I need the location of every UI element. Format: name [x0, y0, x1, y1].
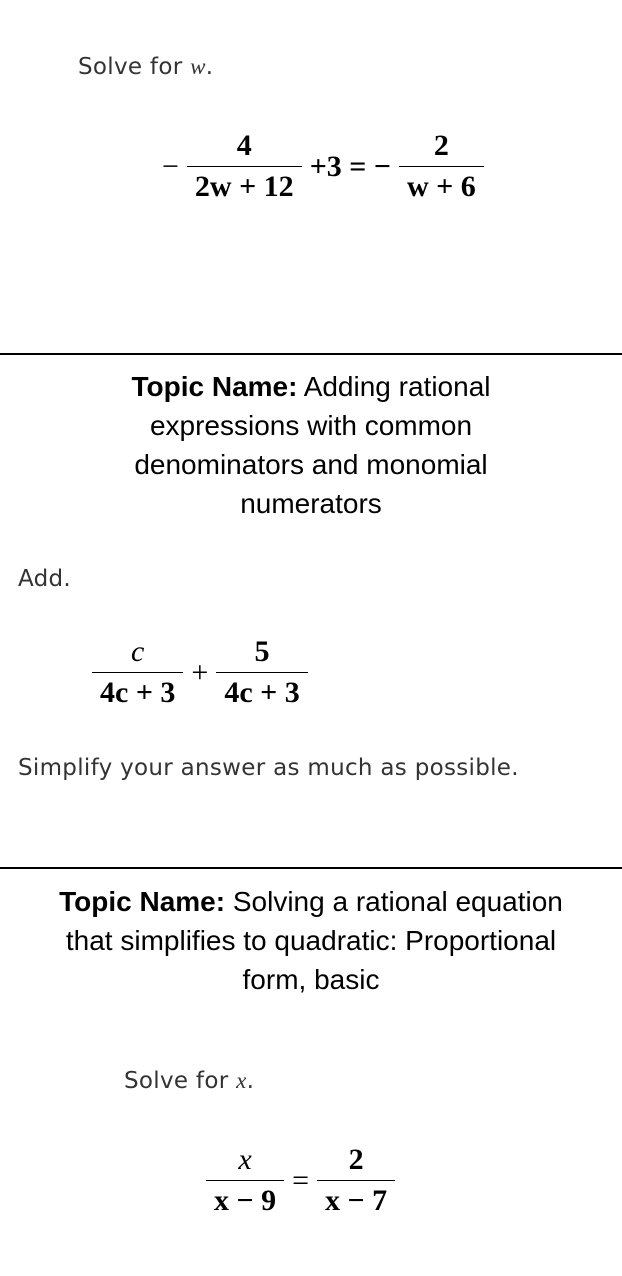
- topic2-label: Topic Name:: [131, 371, 298, 402]
- problem1-fraction-right-numerator: 2: [433, 129, 449, 162]
- problem1-leading-minus: −: [162, 149, 179, 183]
- problem2-fraction-right-numerator: 5: [254, 635, 270, 668]
- problem1-fraction-right: [399, 128, 484, 205]
- problem2-fraction-right-denominator: 4c + 3: [216, 672, 307, 711]
- problem1-prompt-period: .: [205, 54, 214, 80]
- problem3-fraction-left-numerator: x: [238, 1143, 252, 1176]
- problem1-prompt-text: Solve for: [78, 54, 183, 80]
- problem3-fraction-left-denominator: x − 9: [206, 1180, 284, 1219]
- problem1-fraction-right-denominator: w + 6: [399, 166, 484, 205]
- section-divider-1: [0, 353, 622, 355]
- problem3-prompt-period: .: [246, 1068, 255, 1094]
- problem2-fraction-right: [216, 634, 307, 711]
- problem3-prompt-text: Solve for: [124, 1068, 229, 1094]
- problem1-middle-operators: +3 = −: [309, 149, 391, 183]
- problem2-fraction-left-denominator: 4c + 3: [92, 672, 183, 711]
- problem3-fraction-right-numerator: 2: [348, 1143, 364, 1176]
- topic2-heading: [0, 367, 622, 523]
- problem2-fraction-left: [92, 634, 183, 711]
- problem3-fraction-right: [317, 1142, 395, 1219]
- section-divider-2: [0, 867, 622, 869]
- problem3-prompt: [124, 1068, 254, 1094]
- problem2-plus: +: [191, 655, 209, 689]
- problem1-equation: [158, 128, 488, 205]
- problem3-equals: =: [292, 1163, 310, 1197]
- topic2-text: Adding rational expressions with common denominators and monomial numerators: [134, 371, 491, 519]
- problem2-fraction-left-numerator: c: [131, 635, 145, 668]
- topic3-text: Solving a rational equation that simplifies to quadratic: Proportional form, basic: [65, 886, 563, 995]
- problem2-expression: [88, 634, 312, 711]
- problem3-fraction-left: [206, 1142, 284, 1219]
- problem1-fraction-left-numerator: 4: [236, 129, 252, 162]
- problem1-fraction-left: [187, 128, 302, 205]
- topic3-heading: [0, 882, 622, 999]
- topic3-label: Topic Name:: [59, 886, 226, 917]
- problem3-fraction-right-denominator: x − 7: [317, 1180, 395, 1219]
- problem1-prompt: [78, 54, 213, 80]
- problem1-prompt-variable: w: [190, 54, 206, 79]
- problem3-equation: [202, 1142, 399, 1219]
- problem3-prompt-variable: x: [236, 1068, 247, 1093]
- problem2-prompt: Add.: [18, 566, 72, 592]
- problem2-instruction: Simplify your answer as much as possible.: [18, 755, 519, 781]
- problem1-fraction-left-denominator: 2w + 12: [187, 166, 302, 205]
